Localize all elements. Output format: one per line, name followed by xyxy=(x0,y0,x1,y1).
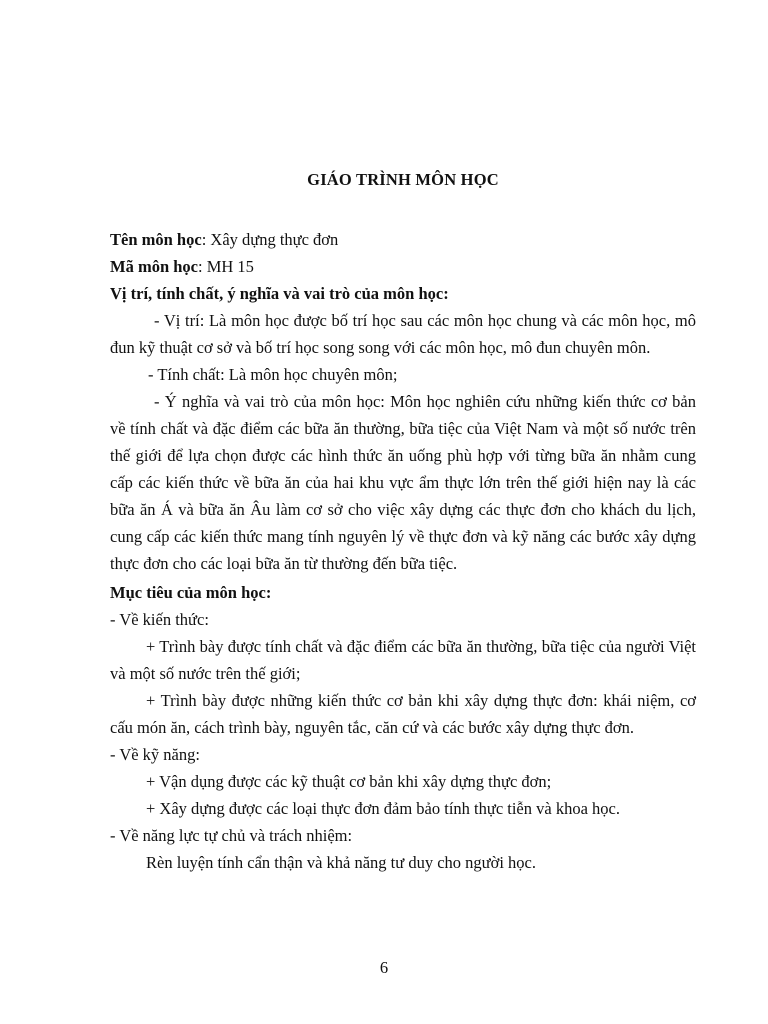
position-paragraph: - Vị trí: Là môn học được bố trí học sau các môn học chung và các môn học, mô đun kỹ thuật cơ sở và bố trí học song song với các môn học, mô đun chuyên môn. xyxy=(110,311,696,357)
knowledge-label: - Về kiến thức: xyxy=(110,610,209,629)
autonomy-label: - Về năng lực tự chủ và trách nhiệm: xyxy=(110,826,353,845)
document-title: GIÁO TRÌNH MÔN HỌC xyxy=(307,170,499,189)
skills-item-1: + Vận dụng được các kỹ thuật cơ bản khi xây dựng thực đơn; xyxy=(146,772,552,791)
document-page xyxy=(110,170,696,876)
position-heading: Vị trí, tính chất, ý nghĩa và vai trò của môn học: xyxy=(110,284,449,303)
subject-code-line xyxy=(110,253,696,280)
subject-code-value: : MH 15 xyxy=(198,257,254,276)
skills-label: - Về kỹ năng: xyxy=(110,745,200,764)
autonomy-item-1: Rèn luyện tính cẩn thận và khả năng tư duy cho người học. xyxy=(146,853,536,872)
knowledge-item-2: + Trình bày được những kiến thức cơ bản khi xây dựng thực đơn: khái niệm, cơ cấu món ăn, cách trình bày, nguyên tắc, căn cứ và các bước xây dựng thực đơn. xyxy=(110,691,696,737)
meaning-paragraph: - Ý nghĩa và vai trò của môn học: Môn học nghiên cứu những kiến thức cơ bản về tính chất và đặc điểm các bữa ăn thường, bữa tiệc của Việt Nam và một số nước trên thế giới để lựa chọn được các hình thức ăn uống phù hợp với từng bữa ăn nhằm cung cấp các kiến thức về bữa ăn của hai khu vực ẩm thực lớn trên thế giới hiện nay là các bữa ăn Á và bữa ăn Âu làm cơ sở cho việc xây dựng các thực đơn cho khách du lịch, cung cấp các kiến thức mang tính nguyên lý về thực đơn và kỹ năng các bước xây dựng thực đơn cho các loại bữa ăn từ thường đến bữa tiệc. xyxy=(110,392,696,573)
nature-paragraph: - Tính chất: Là môn học chuyên môn; xyxy=(148,365,398,384)
page-number: 6 xyxy=(379,958,389,977)
skills-item-2: + Xây dựng được các loại thực đơn đảm bảo tính thực tiễn và khoa học. xyxy=(146,799,620,818)
objectives-heading: Mục tiêu của môn học: xyxy=(110,583,272,602)
subject-code-label: Mã môn học xyxy=(110,257,198,276)
subject-name-label: Tên môn học xyxy=(110,230,202,249)
subject-name-line xyxy=(110,226,696,253)
subject-name-value: : Xây dựng thực đơn xyxy=(201,230,339,249)
knowledge-item-1: + Trình bày được tính chất và đặc điểm các bữa ăn thường, bữa tiệc của người Việt và một số nước trên thế giới; xyxy=(110,637,696,683)
